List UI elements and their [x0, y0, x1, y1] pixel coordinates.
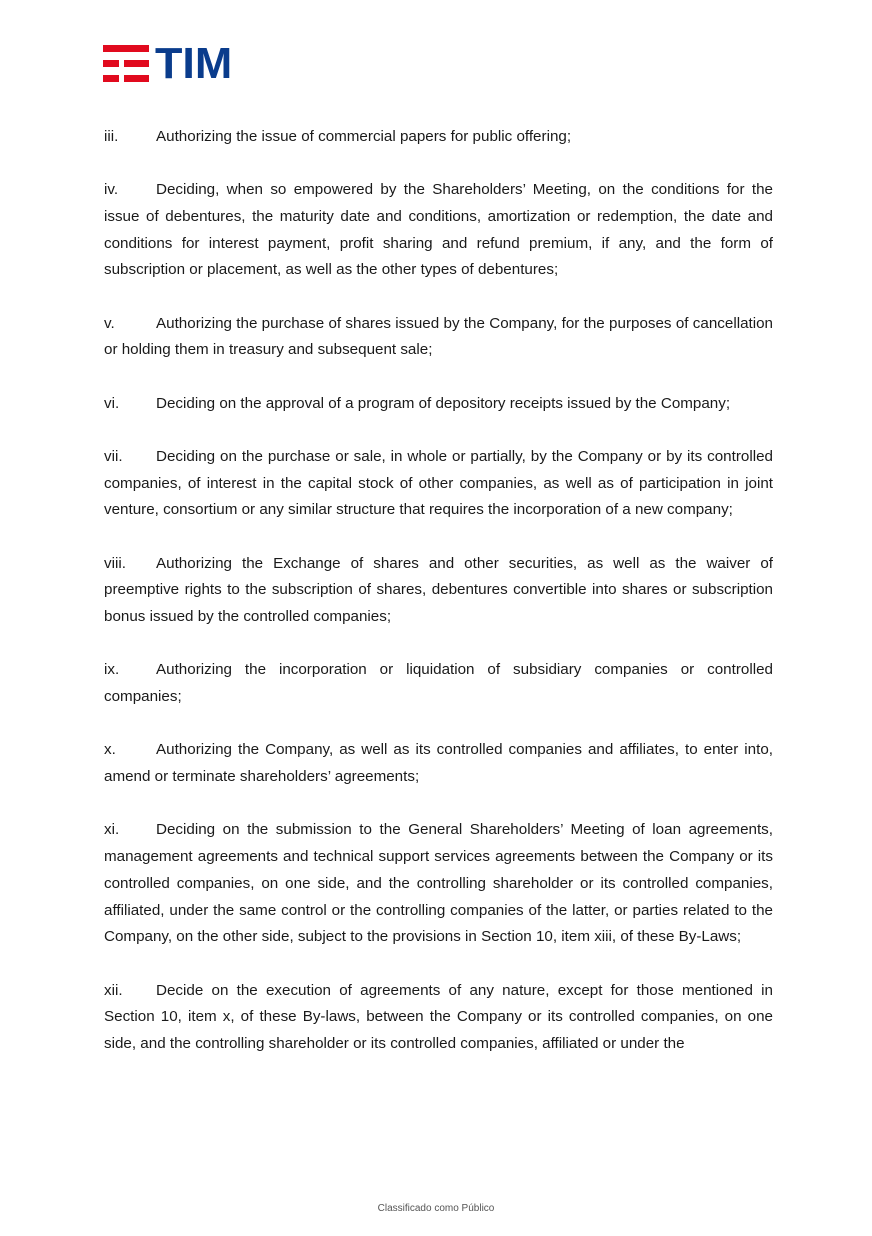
item-text: Authorizing the Exchange of shares and other securities, as well as the waiver of preemptive rights to the subscription of shares, debentures convertible into shares or subscription bonus issued by the controlled companies; [104, 554, 773, 626]
item-text: Deciding, when so empowered by the Shareholders’ Meeting, on the conditions for the issue of debentures, the maturity date and conditions, amortization or redemption, the date and conditions for interest payment, profit sharing and refund premium, if any, and the form of subscription or placement, as well as the other types of debentures; [104, 181, 773, 279]
tim-logo [103, 39, 233, 88]
list-item [104, 737, 773, 790]
item-text: Authorizing the Company, as well as its controlled companies and affiliates, to enter into, amend or terminate shareholders’ agreements; [104, 741, 773, 786]
item-text: Deciding on the approval of a program of depository receipts issued by the Company; [156, 394, 731, 412]
list-item [104, 311, 773, 364]
list-item [104, 657, 773, 710]
list-item [104, 551, 773, 631]
item-text: Deciding on the purchase or sale, in whole or partially, by the Company or by its controlled companies, of interest in the capital stock of other companies, as well as of participation in joint venture, consortium or any similar structure that requires the incorporation of a new company; [104, 448, 773, 519]
list-item [104, 177, 773, 284]
list-item [104, 444, 773, 524]
item-text: Authorizing the purchase of shares issued by the Company, for the purposes of cancellation or holding them in treasury and subsequent sale; [104, 314, 773, 359]
list-item [104, 978, 773, 1058]
item-text: Authorizing the incorporation or liquidation of subsidiary companies or controlled companies; [104, 661, 773, 706]
item-number: iii. [104, 128, 119, 145]
list-item [104, 391, 773, 418]
item-number: xii. [104, 981, 123, 999]
item-number: v. [104, 314, 115, 332]
item-number: ix. [104, 661, 120, 679]
item-text: Deciding on the submission to the General Shareholders’ Meeting of loan agreements, management agreements and technical support services agreements between the Company or its controlled companies, on one side, and the controlling shareholder or its controlled companies, affiliated, under the same control or the controlling companies of the latter, or parties related to the Company, on the other side, subject to the provisions in Section 10, item xiii, of these By-Laws; [104, 821, 773, 946]
item-number: vii. [104, 448, 123, 465]
item-text: Decide on the execution of agreements of any nature, except for those mentioned in Section 10, item x, of these By-laws, between the Company or its controlled companies, on one side, and the controlling shareholder or its controlled companies, affiliated or under the [104, 981, 773, 1052]
item-text: Authorizing the issue of commercial papers for public offering; [156, 128, 572, 145]
item-number: xi. [104, 821, 120, 839]
item-number: vi. [104, 394, 120, 412]
tim-logo-text: TIM [155, 39, 233, 88]
item-number: viii. [104, 554, 126, 572]
list-item [104, 124, 773, 151]
list-item [104, 817, 773, 951]
classification-footer: Classificado como Público [377, 1203, 495, 1214]
item-number: x. [104, 741, 116, 759]
item-number: iv. [104, 181, 119, 199]
document-body [104, 124, 773, 1084]
tim-logo-mark-icon [103, 45, 149, 83]
